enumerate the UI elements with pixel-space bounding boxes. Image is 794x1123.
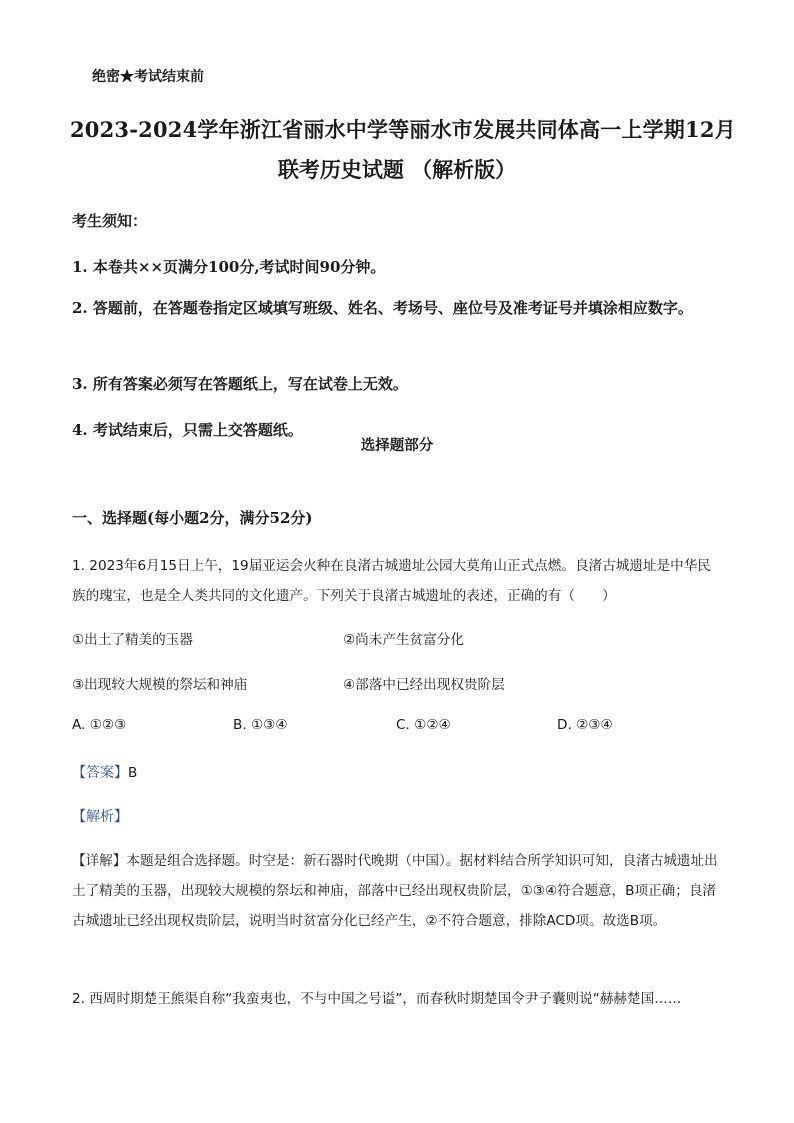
answer-value: B — [128, 765, 138, 781]
notice-item-3: 3. 所有答案必须写在答题纸上，写在试卷上无效。 — [72, 375, 408, 393]
choice-b: B. ①③④ — [233, 717, 288, 733]
notice-item-1: 1. 本卷共××页满分100分,考试时间90分钟。 — [72, 258, 386, 276]
question-1-stem: 1. 2023年6月15日上午，19届亚运会火种在良渚古城遗址公园大莫角山正式点燃。良渚古城遗址是中华民族的瑰宝，也是全人类共同的文化遗产。下列关于良渚古城遗址的表述，正确的有（ ） — [72, 558, 711, 604]
question-2-stem: 2. 西周时期楚王熊渠自称“我蛮夷也，不与中国之号谥”，而春秋时期楚国令尹子囊则说“赫赫楚国…… — [72, 991, 682, 1007]
notice-item-4: 4. 考试结束后，只需上交答题纸。 — [72, 421, 303, 439]
exam-title-line-2: 联考历史试题 （解析版） — [277, 157, 517, 182]
confidential-label: 绝密★考试结束前 — [92, 69, 204, 85]
statement-1: ①出土了精美的玉器 — [72, 632, 193, 648]
choice-c: C. ①②④ — [396, 717, 451, 733]
answer-label: 【答案】 — [72, 765, 128, 781]
analysis-label: 【解析】 — [72, 809, 128, 825]
choice-d: D. ②③④ — [557, 717, 613, 733]
detail-label: 【详解】 — [72, 853, 127, 869]
statement-2: ②尚未产生贫富分化 — [343, 632, 464, 648]
notice-item-2: 2. 答题前，在答题卷指定区域填写班级、姓名、考场号、座位号及准考证号并填涂相应数字。 — [72, 299, 693, 317]
detail-text: 本题是组合选择题。时空是：新石器时代晚期（中国）。据材料结合所学知识可知，良渚古城遗址出土了精美的玉器，出现较大规模的祭坛和神庙，部落中已经出现权贵阶层，①③④符合题意，B项正确；良渚古城遗址已经出现权贵阶层，说明当时贫富分化已经产生，②不符合题意，排除ACD项。故选B项。 — [72, 853, 718, 929]
detail-explanation — [72, 846, 722, 936]
section-title: 选择题部分 — [360, 437, 434, 454]
part-title: 一、选择题(每小题2分，满分52分) — [72, 509, 313, 527]
statement-4: ④部落中已经出现权贵阶层 — [343, 677, 505, 693]
choice-a: A. ①②③ — [72, 717, 127, 733]
notice-heading: 考生须知： — [72, 212, 148, 230]
exam-title-line-1: 2023-2024学年浙江省丽水中学等丽水市发展共同体高一上学期12月 — [70, 117, 736, 142]
answer-line — [72, 762, 137, 782]
statement-3: ③出现较大规模的祭坛和神庙 — [72, 677, 248, 693]
